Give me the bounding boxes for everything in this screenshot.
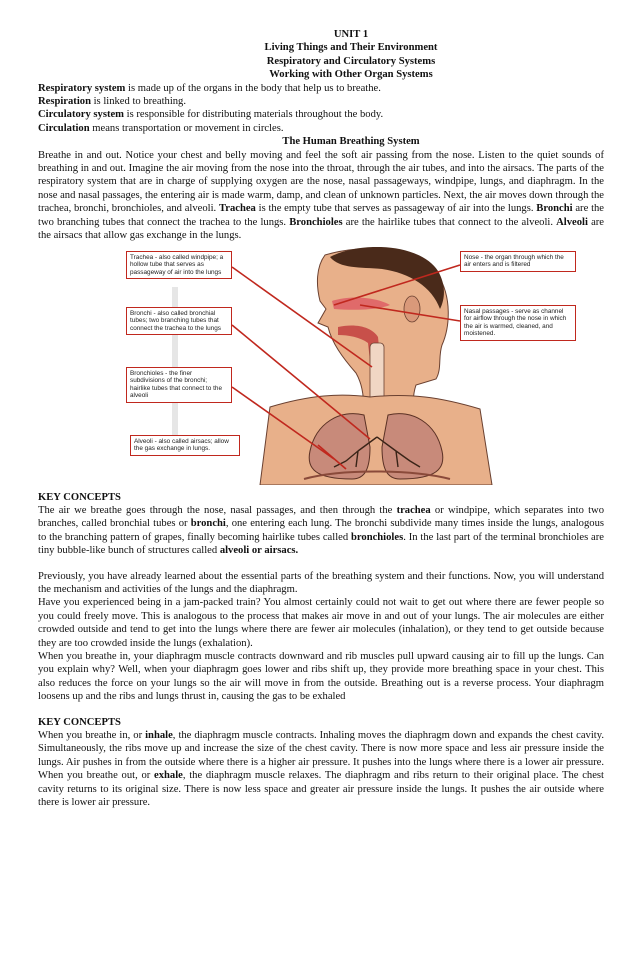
document-header — [98, 28, 604, 82]
definitions — [38, 82, 604, 136]
key-concepts-heading-2: KEY CONCEPTS — [38, 716, 121, 728]
document-page — [38, 28, 604, 809]
definition-circulation: Circulation means transportation or movement in circles. — [38, 122, 284, 134]
definition-respiration: Respiration is linked to breathing. — [38, 96, 187, 108]
unit-title: UNIT 1 — [333, 29, 369, 40]
key-concepts-paragraph-1: The air we breathe goes through the nose, nasal passages, and then through the trachea or windpipe, which separates into two branches, called bronchial tubes or bronchi, one entering each lung. The bronchi subdivide many times inside the lungs, analogous to the branching pattern of grapes, finally becoming hairlike tubes called bronchioles. In the last part of the terminal bronchioles are tiny bubble-like bunch of structures called alveoli or airsacs. — [38, 504, 604, 557]
intro-paragraph: Breathe in and out. Notice your chest and belly moving and feel the soft air passing from the nose. Listen to the quiet sounds of breathing in and out. Imagine the air moving from the nose into the throat, through the air tubes, and into the airsacs. The parts of the respiratory system that are in charge of supplying oxygen are the nose, nasal passageways, windpipe, lungs, and diaphragm. In the nose and nasal passages, the entering air is made warm, damp, and clean of unknown particles. Next, the air moves down through the trachea, bronchi, bronchioles, and alveoli. Trachea is the empty tube that serves as passageway of air into the lungs. Bronchi are the two branching tubes that connect the trachea to the lungs. Bronchioles are the hairlike tubes that connect to the alveoli. Alveoli are the airsacs that allow gas exchange in the lungs. — [38, 149, 605, 242]
definition-circulatory-system: Circulatory system is responsible for distributing materials throughout the body. — [38, 109, 384, 121]
body-paragraph-1: Previously, you have already learned about the essential parts of the breathing system and their functions. Now, you will understand the mechanism and activities of the lungs and the diaphragm. — [38, 570, 604, 595]
ear-shape — [404, 296, 420, 322]
section-title: The Human Breathing System — [282, 136, 420, 148]
key-concepts-paragraph-2: When you breathe in, or inhale, the diaphragm muscle contracts. Inhaling moves the diaphragm down and expands the chest cavity. Simultaneously, the ribs move up and increase the size of the chest cavity. There is now more space and less air pressure inside the lungs. Air pushes in from the outside where there is a higher air pressure. It pushes into the lungs where there is a lower air pressure. When you breathe out, or exhale, the diaphragm muscle relaxes. The diaphragm and ribs return to their original place. The chest cavity returns to its original size. There is now less space and greater air pressure inside the lungs. It pushes the air outside where there is lower air pressure. — [38, 730, 604, 809]
label-nose: Nose - the organ through which the air enters and is filtered — [460, 251, 576, 272]
breathing-system-diagram — [120, 247, 606, 485]
header-line-2: Respiratory and Circulatory Systems — [266, 55, 436, 67]
header-line-1: Living Things and Their Environment — [264, 42, 438, 54]
label-trachea: Trachea - also called windpipe; a hollow tube that serves as passageway of air into the lungs — [126, 251, 232, 280]
label-alveoli: Alveoli - also called airsacs; allow the gas exchange in lungs. — [130, 435, 240, 456]
key-concepts-heading-1: KEY CONCEPTS — [38, 491, 121, 503]
label-bronchi: Bronchi - also called bronchial tubes; two branching tubes that connect the trachea to the lungs — [126, 307, 232, 336]
definition-respiratory-system: Respiratory system is made up of the organs in the body that help us to breathe. — [38, 82, 381, 94]
body-paragraph-3: When you breathe in, your diaphragm muscle contracts downward and rib muscles pull upward causing air to fill up the lungs. Can you explain why? Well, when your diaphragm goes lower and ribs shift up, they provide more breathing space in your chest. This also reduces the force on your lungs so the air will move in from the outside. Breathing out is a reverse process. Your diaphragm loosens up and the ribs and lungs thrust in, causing the gas to be exhaled — [38, 650, 604, 703]
label-nasal-passages: Nasal passages - serve as channel for airflow through the nose in which the air is warmed, cleaned, and moistened. — [460, 305, 576, 341]
label-bronchioles: Bronchioles - the finer subdivisions of the bronchi; hairlike tubes that connect to the alveoli — [126, 367, 232, 403]
body-paragraph-2: Have you experienced being in a jam-packed train? You almost certainly could not wait to get out where there are fewer people so you could freely move. This is analogous to the process that makes air move in and out of your lungs. The air molecules are either crowded outside and tend to get into the lungs where there are fewer air molecules (inhalation), or they tend to get outside because they are too crowded inside the lungs (exhalation). — [38, 597, 604, 649]
header-line-3: Working with Other Organ Systems — [269, 69, 433, 81]
